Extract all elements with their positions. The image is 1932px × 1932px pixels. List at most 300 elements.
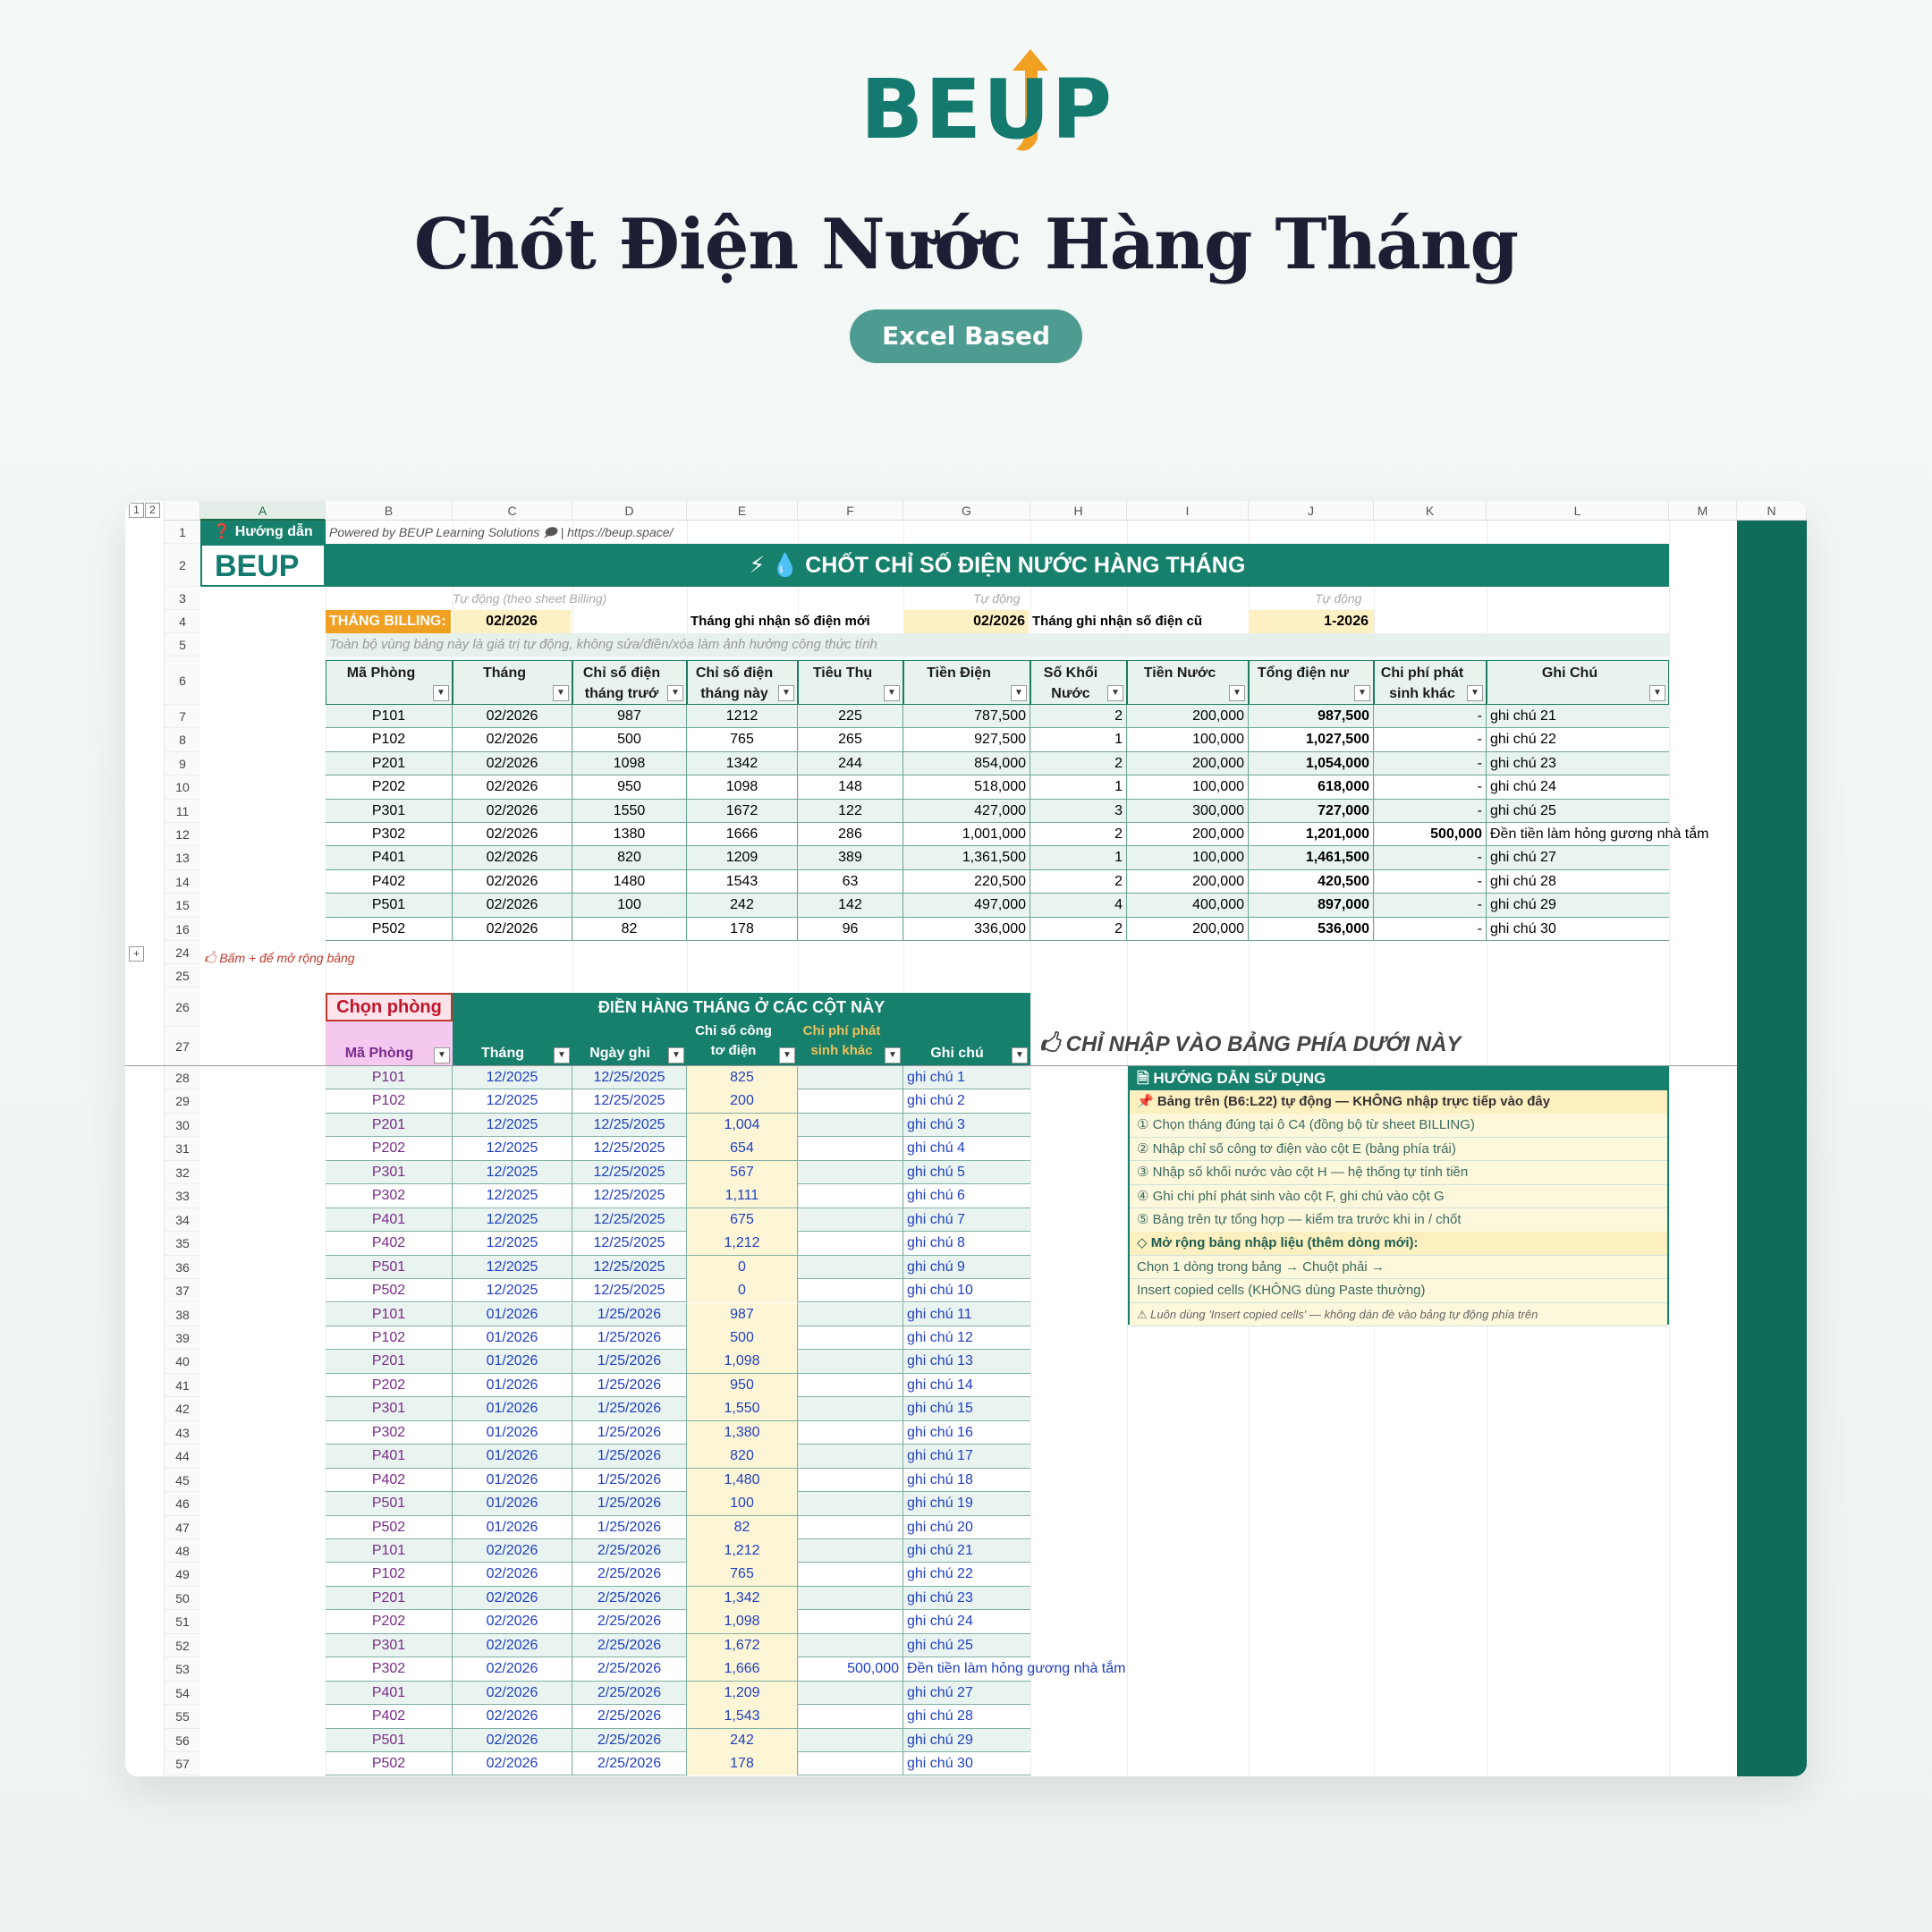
- input-cell[interactable]: 02/2026: [453, 1729, 572, 1752]
- table-header-6[interactable]: [903, 660, 1030, 705]
- input-cell[interactable]: ghi chú 30: [907, 1756, 973, 1772]
- input-cell[interactable]: 01/2026: [453, 1397, 572, 1420]
- summary-cell: 336,000: [903, 918, 1030, 941]
- input-cell[interactable]: 12/25/2025: [572, 1089, 687, 1113]
- input-cell[interactable]: P402: [326, 1232, 453, 1255]
- row-header-37[interactable]: 37: [165, 1279, 200, 1302]
- input-cell[interactable]: 12/2025: [453, 1279, 572, 1302]
- input-cell[interactable]: ghi chú 29: [907, 1732, 973, 1748]
- input-cell[interactable]: [798, 1634, 903, 1657]
- input-cell[interactable]: P302: [326, 1421, 453, 1445]
- row-header-6[interactable]: 6: [165, 657, 200, 705]
- row-header-57[interactable]: 57: [165, 1752, 200, 1775]
- input-cell[interactable]: P502: [326, 1516, 453, 1539]
- input-cell[interactable]: P202: [326, 1610, 453, 1633]
- input-cell[interactable]: 200: [687, 1089, 798, 1113]
- row-header-36[interactable]: 36: [165, 1256, 200, 1279]
- input-header-4[interactable]: [687, 1021, 798, 1066]
- input-cell[interactable]: 12/25/2025: [572, 1232, 687, 1255]
- row-header-31[interactable]: 31: [165, 1137, 200, 1160]
- input-cell[interactable]: [798, 1587, 903, 1610]
- summary-cell: 1666: [687, 823, 798, 846]
- column-header-m[interactable]: M: [1669, 501, 1737, 521]
- input-cell[interactable]: ghi chú 16: [907, 1424, 973, 1440]
- table-header-1[interactable]: [326, 660, 453, 705]
- row-header-50[interactable]: 50: [165, 1587, 200, 1610]
- filter-dropdown-icon[interactable]: ▼: [553, 685, 569, 701]
- billing-value[interactable]: 02/2026: [453, 610, 571, 633]
- input-cell[interactable]: 1,342: [687, 1587, 798, 1610]
- input-cell[interactable]: 01/2026: [453, 1350, 572, 1373]
- input-cell[interactable]: 02/2026: [453, 1634, 572, 1657]
- row-header-32[interactable]: 32: [165, 1161, 200, 1184]
- input-cell[interactable]: P302: [326, 1184, 453, 1208]
- filter-dropdown-icon[interactable]: ▼: [1107, 685, 1123, 701]
- input-header-1[interactable]: [326, 1021, 453, 1066]
- input-cell[interactable]: P501: [326, 1492, 453, 1515]
- input-cell[interactable]: [798, 1752, 903, 1775]
- input-cell[interactable]: 01/2026: [453, 1516, 572, 1539]
- input-cell[interactable]: ghi chú 10: [907, 1283, 973, 1299]
- input-cell[interactable]: ghi chú 13: [907, 1353, 973, 1369]
- filter-dropdown-icon[interactable]: ▼: [1012, 1047, 1028, 1063]
- row-header-47[interactable]: 47: [165, 1516, 200, 1539]
- input-cell[interactable]: ghi chú 17: [907, 1448, 973, 1464]
- input-cell[interactable]: 02/2026: [453, 1682, 572, 1705]
- filter-dropdown-icon[interactable]: ▼: [885, 1047, 901, 1063]
- input-cell[interactable]: P402: [326, 1705, 453, 1728]
- input-cell[interactable]: 2/25/2026: [572, 1729, 687, 1752]
- outline-level-2-button[interactable]: 2: [145, 503, 160, 518]
- row-header-26[interactable]: 26: [165, 987, 200, 1027]
- row-header-39[interactable]: 39: [165, 1326, 200, 1350]
- input-cell[interactable]: P202: [326, 1137, 453, 1160]
- input-cell[interactable]: ghi chú 7: [907, 1211, 965, 1227]
- input-cell[interactable]: 950: [687, 1374, 798, 1397]
- row-header-51[interactable]: 51: [165, 1610, 200, 1633]
- input-cell[interactable]: 1,004: [687, 1114, 798, 1137]
- input-cell[interactable]: ghi chú 12: [907, 1329, 973, 1345]
- input-cell[interactable]: 2/25/2026: [572, 1539, 687, 1563]
- row-header-48[interactable]: 48: [165, 1539, 200, 1563]
- input-cell[interactable]: P101: [326, 1539, 453, 1563]
- input-cell[interactable]: 2/25/2026: [572, 1634, 687, 1657]
- row-header-44[interactable]: 44: [165, 1445, 200, 1468]
- row-header-4[interactable]: 4: [165, 610, 200, 633]
- input-cell[interactable]: P102: [326, 1089, 453, 1113]
- input-cell[interactable]: 2/25/2026: [572, 1752, 687, 1775]
- input-header-3[interactable]: [572, 1021, 687, 1066]
- input-cell[interactable]: 2/25/2026: [572, 1610, 687, 1633]
- guide-button[interactable]: ❓ Hướng dẫn: [200, 521, 326, 544]
- row-header-43[interactable]: 43: [165, 1421, 200, 1445]
- input-header-6[interactable]: [903, 1021, 1030, 1066]
- new-month-value[interactable]: 02/2026: [903, 610, 1029, 633]
- input-cell[interactable]: 01/2026: [453, 1326, 572, 1350]
- input-cell[interactable]: 1,209: [687, 1682, 798, 1705]
- input-cell[interactable]: P402: [326, 1469, 453, 1492]
- input-cell[interactable]: 2/25/2026: [572, 1563, 687, 1586]
- input-cell[interactable]: [798, 1421, 903, 1445]
- input-cell[interactable]: 100: [687, 1492, 798, 1515]
- input-cell[interactable]: 1,212: [687, 1539, 798, 1563]
- input-cell[interactable]: 02/2026: [453, 1563, 572, 1586]
- column-header-h[interactable]: H: [1030, 501, 1127, 521]
- input-row: [326, 1232, 1030, 1255]
- row-header-3[interactable]: 3: [165, 587, 200, 610]
- input-cell[interactable]: ghi chú 19: [907, 1496, 973, 1512]
- input-cell[interactable]: [798, 1539, 903, 1563]
- input-cell[interactable]: [798, 1256, 903, 1279]
- table-header-3[interactable]: [572, 660, 687, 705]
- input-cell[interactable]: 12/2025: [453, 1232, 572, 1255]
- input-cell[interactable]: [798, 1232, 903, 1255]
- input-cell[interactable]: P302: [326, 1657, 453, 1681]
- input-cell[interactable]: 1,380: [687, 1421, 798, 1445]
- row-header-14[interactable]: 14: [165, 870, 200, 894]
- input-cell[interactable]: 1/25/2026: [572, 1445, 687, 1468]
- summary-cell: 2: [1030, 752, 1127, 775]
- input-cell[interactable]: [798, 1326, 903, 1350]
- input-cell[interactable]: 1/25/2026: [572, 1469, 687, 1492]
- row-header-28[interactable]: 28: [165, 1066, 200, 1089]
- input-cell[interactable]: ghi chú 24: [907, 1614, 973, 1630]
- powered-by-text[interactable]: Powered by BEUP Learning Solutions 🗩 | https://beup.space/: [329, 525, 674, 539]
- input-cell[interactable]: 1,550: [687, 1397, 798, 1420]
- row-header-33[interactable]: 33: [165, 1184, 200, 1208]
- input-cell[interactable]: [798, 1516, 903, 1539]
- filter-dropdown-icon[interactable]: ▼: [433, 685, 449, 701]
- input-cell[interactable]: 820: [687, 1445, 798, 1468]
- input-cell[interactable]: 1,543: [687, 1705, 798, 1728]
- input-cell[interactable]: 01/2026: [453, 1303, 572, 1326]
- row-header-49[interactable]: 49: [165, 1563, 200, 1586]
- input-cell[interactable]: 01/2026: [453, 1421, 572, 1445]
- input-cell[interactable]: P201: [326, 1587, 453, 1610]
- input-cell[interactable]: 1,098: [687, 1610, 798, 1633]
- table-header-7[interactable]: [1030, 660, 1127, 705]
- input-cell[interactable]: P501: [326, 1256, 453, 1279]
- summary-cell: ghi chú 27: [1490, 850, 1556, 866]
- input-cell[interactable]: P102: [326, 1326, 453, 1350]
- input-cell[interactable]: 2/25/2026: [572, 1682, 687, 1705]
- input-cell[interactable]: Đền tiền làm hỏng gương nhà tắm: [907, 1661, 1126, 1677]
- input-cell[interactable]: 0: [687, 1279, 798, 1302]
- input-cell[interactable]: 0: [687, 1256, 798, 1279]
- input-cell[interactable]: [798, 1705, 903, 1728]
- input-cell[interactable]: [798, 1563, 903, 1586]
- input-cell[interactable]: 1,672: [687, 1634, 798, 1657]
- filter-dropdown-icon[interactable]: ▼: [554, 1047, 570, 1063]
- input-cell[interactable]: 12/2025: [453, 1066, 572, 1089]
- input-cell[interactable]: [798, 1303, 903, 1326]
- input-cell[interactable]: [798, 1184, 903, 1208]
- input-cell[interactable]: ghi chú 14: [907, 1377, 973, 1393]
- input-cell[interactable]: 2/25/2026: [572, 1587, 687, 1610]
- input-cell[interactable]: [798, 1137, 903, 1160]
- input-cell[interactable]: P501: [326, 1729, 453, 1752]
- input-cell[interactable]: 12/25/2025: [572, 1161, 687, 1184]
- outline-level-1-button[interactable]: 1: [129, 503, 144, 518]
- filter-dropdown-icon[interactable]: ▼: [667, 685, 683, 701]
- input-cell[interactable]: 825: [687, 1066, 798, 1089]
- expand-group-button[interactable]: +: [129, 946, 144, 962]
- input-cell[interactable]: [798, 1729, 903, 1752]
- row-header-10[interactable]: 10: [165, 775, 200, 799]
- input-cell[interactable]: 12/25/2025: [572, 1114, 687, 1137]
- input-cell[interactable]: 12/2025: [453, 1137, 572, 1160]
- input-cell[interactable]: 12/2025: [453, 1208, 572, 1232]
- input-cell[interactable]: ghi chú 22: [907, 1566, 973, 1582]
- input-cell[interactable]: [798, 1350, 903, 1373]
- summary-cell: -: [1374, 918, 1487, 941]
- input-cell[interactable]: 02/2026: [453, 1587, 572, 1610]
- table-header-10[interactable]: [1374, 660, 1487, 705]
- row-header-1[interactable]: 1: [165, 521, 200, 544]
- row-header-12[interactable]: 12: [165, 823, 200, 846]
- input-cell[interactable]: 01/2026: [453, 1374, 572, 1397]
- table-header-4[interactable]: [687, 660, 798, 705]
- input-cell[interactable]: P502: [326, 1279, 453, 1302]
- input-cell[interactable]: 1/25/2026: [572, 1397, 687, 1420]
- input-cell[interactable]: 178: [687, 1752, 798, 1775]
- row-header-41[interactable]: 41: [165, 1374, 200, 1397]
- row-header-42[interactable]: 42: [165, 1397, 200, 1420]
- input-cell[interactable]: P502: [326, 1752, 453, 1775]
- input-cell[interactable]: 12/2025: [453, 1114, 572, 1137]
- input-cell[interactable]: 1/25/2026: [572, 1326, 687, 1350]
- column-header-n[interactable]: N: [1737, 501, 1807, 521]
- input-cell[interactable]: [798, 1492, 903, 1515]
- input-cell[interactable]: ghi chú 3: [907, 1116, 965, 1132]
- input-cell[interactable]: ghi chú 6: [907, 1188, 965, 1204]
- row-header-5[interactable]: 5: [165, 633, 200, 657]
- input-cell[interactable]: P101: [326, 1303, 453, 1326]
- row-header-52[interactable]: 52: [165, 1634, 200, 1657]
- input-cell[interactable]: P102: [326, 1563, 453, 1586]
- input-cell[interactable]: 675: [687, 1208, 798, 1232]
- row-header-53[interactable]: 53: [165, 1657, 200, 1681]
- row-header-8[interactable]: 8: [165, 728, 200, 751]
- input-cell[interactable]: ghi chú 9: [907, 1258, 965, 1275]
- input-cell[interactable]: 1/25/2026: [572, 1421, 687, 1445]
- table-header-9[interactable]: [1249, 660, 1374, 705]
- row-header-30[interactable]: 30: [165, 1114, 200, 1137]
- input-cell[interactable]: [798, 1114, 903, 1137]
- table-header-11[interactable]: [1487, 660, 1669, 705]
- input-cell[interactable]: P201: [326, 1114, 453, 1137]
- input-cell[interactable]: 01/2026: [453, 1469, 572, 1492]
- filter-dropdown-icon[interactable]: ▼: [779, 1047, 795, 1063]
- row-header-15[interactable]: 15: [165, 894, 200, 917]
- summary-row: [326, 870, 1669, 894]
- input-cell[interactable]: [798, 1279, 903, 1302]
- input-header-5[interactable]: [798, 1021, 903, 1066]
- summary-cell: 100: [572, 894, 687, 917]
- input-cell[interactable]: 2/25/2026: [572, 1705, 687, 1728]
- input-cell[interactable]: 12/25/2025: [572, 1208, 687, 1232]
- column-header-k[interactable]: K: [1374, 501, 1487, 521]
- input-cell[interactable]: [798, 1374, 903, 1397]
- input-cell[interactable]: P401: [326, 1445, 453, 1468]
- table-header-5[interactable]: [798, 660, 903, 705]
- input-cell[interactable]: 12/25/2025: [572, 1279, 687, 1302]
- input-cell[interactable]: 500: [687, 1326, 798, 1350]
- input-cell[interactable]: 1,212: [687, 1232, 798, 1255]
- row-header-13[interactable]: 13: [165, 846, 200, 869]
- row-header-29[interactable]: 29: [165, 1089, 200, 1113]
- select-all-corner[interactable]: [165, 501, 200, 521]
- input-cell[interactable]: P301: [326, 1634, 453, 1657]
- filter-dropdown-icon[interactable]: ▼: [668, 1047, 684, 1063]
- row-header-38[interactable]: 38: [165, 1303, 200, 1326]
- input-cell[interactable]: ghi chú 11: [907, 1306, 972, 1322]
- input-cell[interactable]: P101: [326, 1066, 453, 1089]
- column-header-c[interactable]: C: [453, 501, 572, 521]
- column-header-g[interactable]: G: [903, 501, 1030, 521]
- input-cell[interactable]: ghi chú 2: [907, 1093, 965, 1109]
- input-cell[interactable]: ghi chú 21: [907, 1543, 973, 1558]
- row-header-35[interactable]: 35: [165, 1232, 200, 1255]
- input-cell[interactable]: ghi chú 5: [907, 1164, 965, 1180]
- row-header-9[interactable]: 9: [165, 752, 200, 775]
- input-cell[interactable]: 02/2026: [453, 1657, 572, 1681]
- row-header-45[interactable]: 45: [165, 1469, 200, 1492]
- column-header-b[interactable]: B: [326, 501, 453, 521]
- row-header-55[interactable]: 55: [165, 1705, 200, 1728]
- column-header-a[interactable]: A: [200, 501, 326, 521]
- input-cell[interactable]: 1,666: [687, 1657, 798, 1681]
- row-header-2[interactable]: 2: [165, 544, 200, 587]
- input-row: [326, 1610, 1030, 1633]
- old-month-value[interactable]: 1-2026: [1249, 610, 1374, 633]
- table-header-2[interactable]: [453, 660, 572, 705]
- input-cell[interactable]: 1/25/2026: [572, 1350, 687, 1373]
- input-cell[interactable]: 12/2025: [453, 1161, 572, 1184]
- input-cell[interactable]: 12/2025: [453, 1089, 572, 1113]
- filter-dropdown-icon[interactable]: ▼: [434, 1047, 450, 1063]
- filter-dropdown-icon[interactable]: ▼: [1229, 685, 1245, 701]
- input-cell[interactable]: 1/25/2026: [572, 1516, 687, 1539]
- input-cell[interactable]: 12/25/2025: [572, 1256, 687, 1279]
- filter-dropdown-icon[interactable]: ▼: [1011, 685, 1027, 701]
- summary-cell: 200,000: [1127, 752, 1249, 775]
- input-cell[interactable]: ghi chú 20: [907, 1519, 973, 1535]
- row-header-25[interactable]: 25: [165, 964, 200, 987]
- input-cell[interactable]: 1,111: [687, 1184, 798, 1208]
- column-header-f[interactable]: F: [798, 501, 903, 521]
- filter-dropdown-icon[interactable]: ▼: [884, 685, 900, 701]
- input-header-2[interactable]: [453, 1021, 572, 1066]
- input-cell[interactable]: P201: [326, 1350, 453, 1373]
- row-header-11[interactable]: 11: [165, 800, 200, 823]
- row-header-7[interactable]: 7: [165, 705, 200, 728]
- filter-dropdown-icon[interactable]: ▼: [778, 685, 794, 701]
- row-header-24[interactable]: 24: [165, 941, 200, 964]
- input-cell[interactable]: 1/25/2026: [572, 1303, 687, 1326]
- input-cell[interactable]: ghi chú 23: [907, 1589, 973, 1606]
- input-cell[interactable]: 1,098: [687, 1350, 798, 1373]
- input-cell[interactable]: 654: [687, 1137, 798, 1160]
- input-cell[interactable]: 12/2025: [453, 1184, 572, 1208]
- input-cell[interactable]: 1,480: [687, 1469, 798, 1492]
- input-cell[interactable]: [798, 1610, 903, 1633]
- input-cell[interactable]: [798, 1208, 903, 1232]
- input-cell[interactable]: ghi chú 15: [907, 1401, 973, 1417]
- input-cell[interactable]: P301: [326, 1397, 453, 1420]
- row-header-40[interactable]: 40: [165, 1350, 200, 1373]
- input-cell[interactable]: 1/25/2026: [572, 1374, 687, 1397]
- row-header-56[interactable]: 56: [165, 1729, 200, 1752]
- input-cell[interactable]: [798, 1445, 903, 1468]
- row-header-54[interactable]: 54: [165, 1682, 200, 1705]
- input-cell[interactable]: ghi chú 27: [907, 1684, 973, 1700]
- filter-dropdown-icon[interactable]: ▼: [1467, 685, 1483, 701]
- input-cell[interactable]: 01/2026: [453, 1492, 572, 1515]
- input-cell[interactable]: 242: [687, 1729, 798, 1752]
- input-cell[interactable]: 500,000: [798, 1657, 903, 1681]
- input-cell[interactable]: 02/2026: [453, 1752, 572, 1775]
- input-cell[interactable]: ghi chú 28: [907, 1708, 973, 1724]
- table-header-8[interactable]: [1127, 660, 1249, 705]
- input-cell[interactable]: 12/25/2025: [572, 1066, 687, 1089]
- input-cell[interactable]: [798, 1397, 903, 1420]
- input-cell[interactable]: 01/2026: [453, 1445, 572, 1468]
- column-header-j[interactable]: J: [1249, 501, 1374, 521]
- input-cell[interactable]: P202: [326, 1374, 453, 1397]
- input-cell[interactable]: P401: [326, 1682, 453, 1705]
- summary-cell: 265: [798, 728, 903, 751]
- input-cell[interactable]: 12/25/2025: [572, 1137, 687, 1160]
- input-cell[interactable]: 1/25/2026: [572, 1492, 687, 1515]
- input-cell[interactable]: P301: [326, 1161, 453, 1184]
- input-row: [326, 1208, 1030, 1232]
- summary-cell: P502: [326, 918, 453, 941]
- input-cell[interactable]: 12/25/2025: [572, 1184, 687, 1208]
- column-header-i[interactable]: I: [1127, 501, 1249, 521]
- input-cell[interactable]: 765: [687, 1563, 798, 1586]
- row-header-46[interactable]: 46: [165, 1492, 200, 1515]
- input-cell[interactable]: ghi chú 4: [907, 1140, 965, 1157]
- input-cell[interactable]: 02/2026: [453, 1705, 572, 1728]
- row-header-16[interactable]: 16: [165, 918, 200, 941]
- input-cell[interactable]: ghi chú 18: [907, 1471, 973, 1487]
- input-cell[interactable]: 987: [687, 1303, 798, 1326]
- filter-dropdown-icon[interactable]: ▼: [1354, 685, 1370, 701]
- input-cell[interactable]: P401: [326, 1208, 453, 1232]
- column-header-d[interactable]: D: [572, 501, 687, 521]
- input-cell[interactable]: ghi chú 8: [907, 1235, 965, 1251]
- column-header-e[interactable]: E: [687, 501, 798, 521]
- input-cell[interactable]: [798, 1161, 903, 1184]
- row-header-34[interactable]: 34: [165, 1208, 200, 1232]
- input-cell[interactable]: 82: [687, 1516, 798, 1539]
- input-cell[interactable]: [798, 1469, 903, 1492]
- input-cell[interactable]: ghi chú 1: [907, 1070, 965, 1085]
- input-cell[interactable]: 02/2026: [453, 1539, 572, 1563]
- filter-dropdown-icon[interactable]: ▼: [1649, 685, 1665, 701]
- input-cell[interactable]: [798, 1089, 903, 1113]
- input-cell[interactable]: 02/2026: [453, 1610, 572, 1633]
- input-cell[interactable]: ghi chú 25: [907, 1637, 973, 1653]
- column-header-l[interactable]: L: [1487, 501, 1669, 521]
- input-cell[interactable]: [798, 1066, 903, 1089]
- input-cell[interactable]: 567: [687, 1161, 798, 1184]
- row-header-27[interactable]: 27: [165, 1027, 200, 1066]
- input-cell[interactable]: [798, 1682, 903, 1705]
- input-cell[interactable]: 12/2025: [453, 1256, 572, 1279]
- input-cell[interactable]: 2/25/2026: [572, 1657, 687, 1681]
